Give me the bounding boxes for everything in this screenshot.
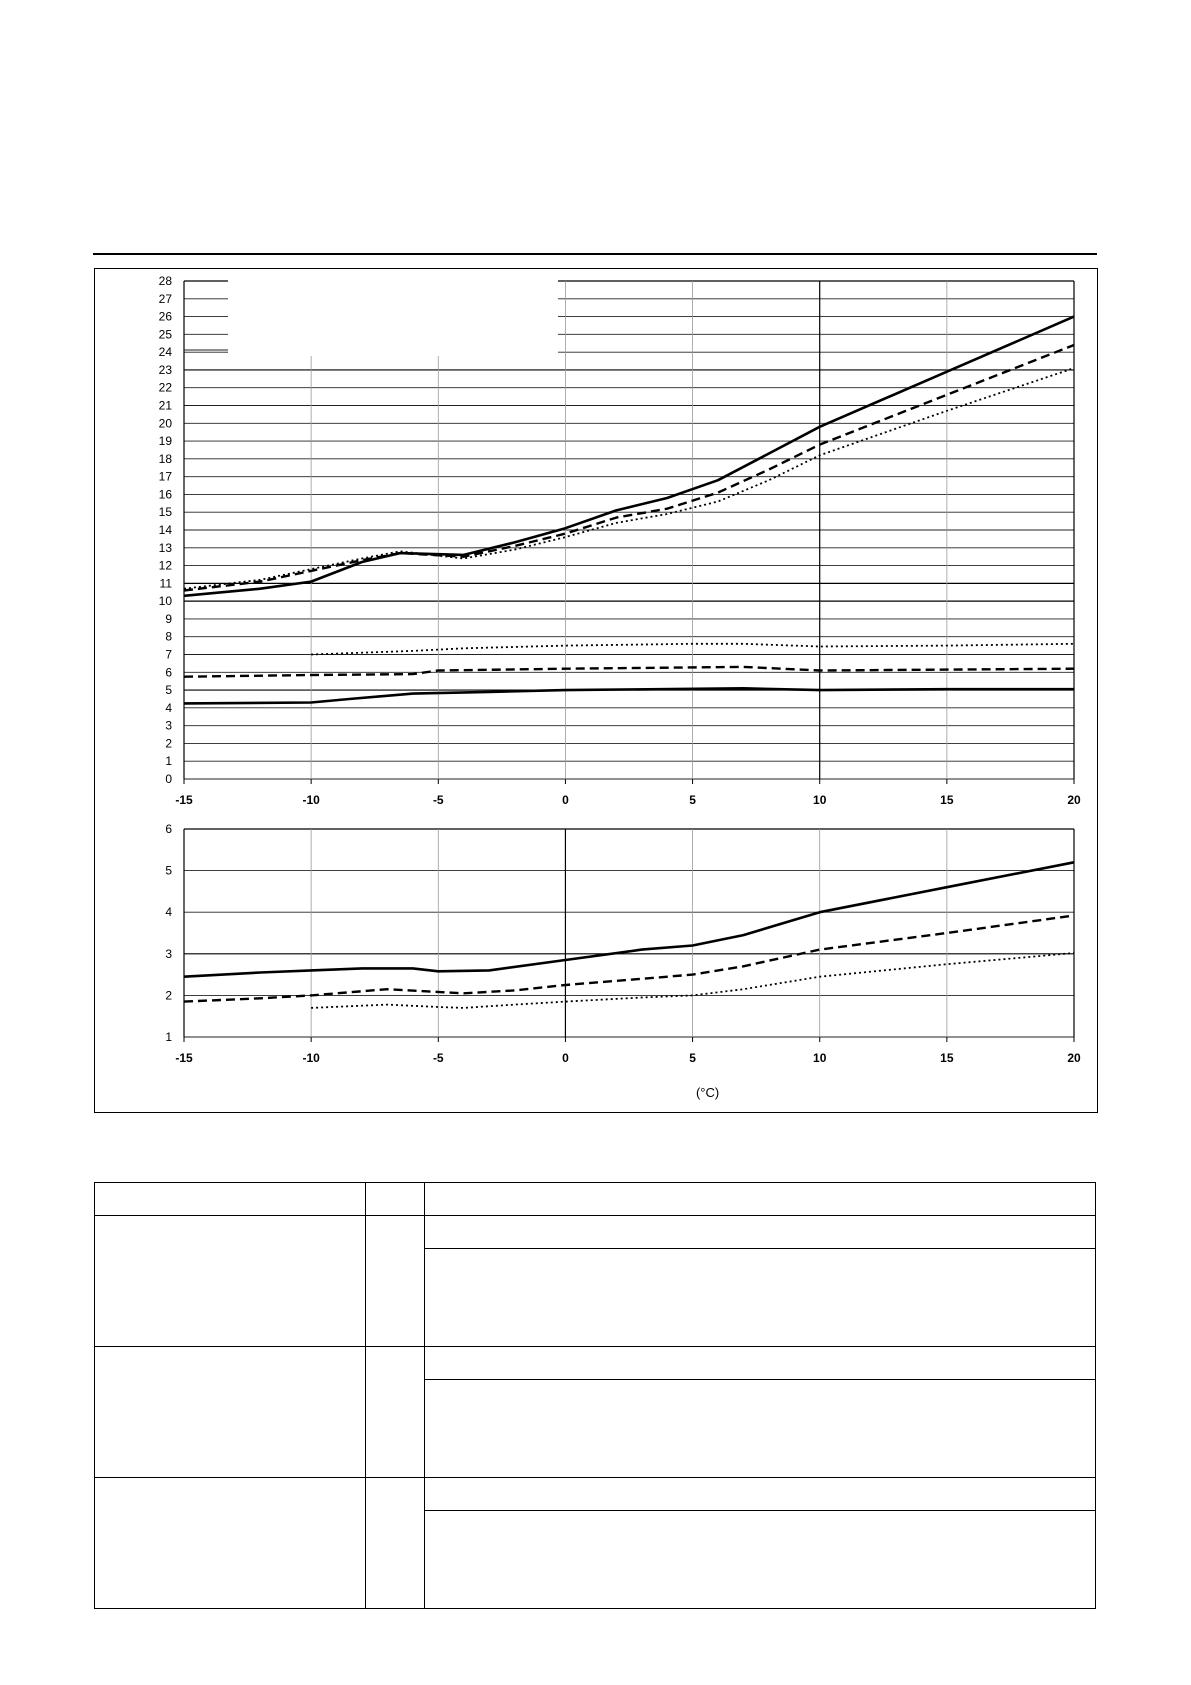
y-tick-label: 25 xyxy=(158,327,172,342)
y-tick-label: 24 xyxy=(158,345,172,360)
y-tick-label: 2 xyxy=(165,736,172,751)
x-tick-label: 15 xyxy=(940,793,954,807)
legend-box xyxy=(228,280,558,356)
y-tick-label: 6 xyxy=(165,665,172,680)
chart-frame xyxy=(94,268,1098,1113)
table-row xyxy=(95,1347,1096,1380)
x-tick-label: 5 xyxy=(689,1051,696,1065)
y-tick-label: 6 xyxy=(165,822,172,836)
series-line-dashed xyxy=(184,345,1074,591)
series-line-dashed xyxy=(184,916,1074,1002)
table-header-row xyxy=(95,1183,1096,1216)
table-cell xyxy=(425,1380,1096,1478)
top-rule xyxy=(93,253,1097,255)
y-tick-label: 0 xyxy=(165,772,172,786)
table-cell xyxy=(95,1347,366,1478)
x-tick-label: 10 xyxy=(813,793,827,807)
y-tick-label: 13 xyxy=(158,540,172,555)
data-table xyxy=(94,1182,1096,1609)
y-tick-label: 27 xyxy=(158,291,172,306)
y-tick-label: 14 xyxy=(158,523,172,537)
table-cell xyxy=(425,1216,1096,1249)
x-tick-label: 20 xyxy=(1067,1051,1081,1065)
x-tick-label: 0 xyxy=(562,1051,569,1065)
table-cell xyxy=(95,1478,366,1609)
y-tick-label: 16 xyxy=(158,487,172,502)
y-tick-label: 19 xyxy=(158,434,172,449)
x-tick-label: 5 xyxy=(689,793,696,807)
y-tick-label: 20 xyxy=(158,416,172,431)
series-line-dashed xyxy=(184,667,1074,677)
table-row xyxy=(95,1478,1096,1511)
y-tick-label: 1 xyxy=(165,754,172,769)
y-tick-label: 5 xyxy=(165,683,172,698)
table-cell xyxy=(366,1347,425,1478)
y-tick-label: 3 xyxy=(165,718,172,733)
y-tick-label: 1 xyxy=(165,1030,172,1044)
x-tick-label: -15 xyxy=(175,793,193,807)
x-axis-label: (°C) xyxy=(695,1085,720,1100)
y-tick-label: 4 xyxy=(165,700,172,715)
x-tick-label: -10 xyxy=(302,1051,320,1065)
y-tick-label: 21 xyxy=(158,398,172,413)
x-tick-label: -15 xyxy=(175,1051,193,1065)
x-tick-label: 0 xyxy=(562,793,569,807)
x-tick-label: -10 xyxy=(302,793,320,807)
series-line-solid xyxy=(184,862,1074,976)
y-tick-label: 8 xyxy=(165,629,172,644)
table-cell xyxy=(366,1478,425,1609)
table-row xyxy=(95,1216,1096,1249)
y-tick-label: 11 xyxy=(159,576,172,591)
y-tick-label: 28 xyxy=(158,274,172,288)
table-cell xyxy=(425,1249,1096,1347)
table-header-cell xyxy=(425,1183,1096,1216)
table-cell xyxy=(366,1216,425,1347)
y-tick-label: 12 xyxy=(158,558,172,573)
y-tick-label: 3 xyxy=(165,946,172,961)
table-cell xyxy=(425,1478,1096,1511)
y-tick-label: 2 xyxy=(165,988,172,1003)
x-tick-label: -5 xyxy=(432,793,444,807)
x-tick-label: 20 xyxy=(1067,793,1081,807)
y-tick-label: 17 xyxy=(158,469,172,484)
x-tick-label: -5 xyxy=(432,1051,444,1065)
series-line-dotted xyxy=(184,368,1074,589)
y-tick-label: 18 xyxy=(158,451,172,466)
table-cell xyxy=(95,1216,366,1347)
table-header-cell xyxy=(95,1183,366,1216)
series-line-solid xyxy=(184,317,1074,596)
y-tick-label: 10 xyxy=(158,594,172,609)
y-tick-label: 7 xyxy=(165,647,172,662)
y-tick-label: 23 xyxy=(158,362,172,377)
x-tick-label: 10 xyxy=(813,1051,827,1065)
y-tick-label: 22 xyxy=(158,380,172,395)
chart-canvas xyxy=(95,269,1096,1111)
y-tick-label: 15 xyxy=(158,505,172,520)
table-cell xyxy=(425,1511,1096,1609)
y-tick-label: 5 xyxy=(165,863,172,878)
x-tick-label: 15 xyxy=(940,1051,954,1065)
y-tick-label: 26 xyxy=(158,309,172,324)
y-tick-label: 9 xyxy=(165,611,172,626)
table-cell xyxy=(425,1347,1096,1380)
y-tick-label: 4 xyxy=(165,905,172,920)
table-header-cell xyxy=(366,1183,425,1216)
